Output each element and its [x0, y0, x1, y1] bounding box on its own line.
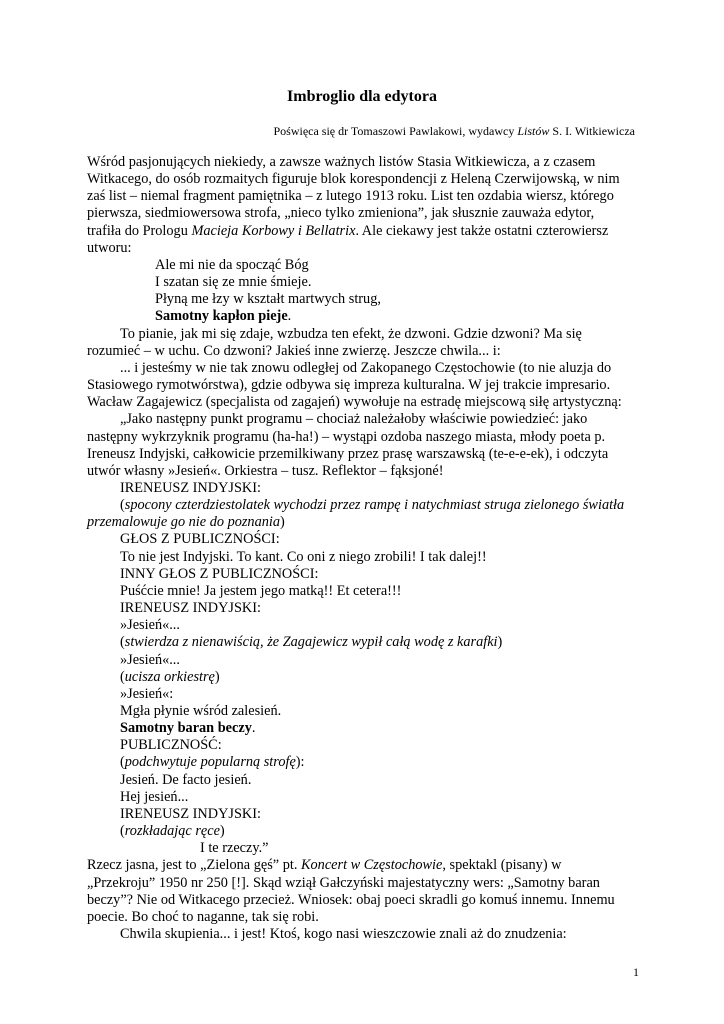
- italic-text: stwierdza z nienawiścią, że Zagajewicz wypił całą wodę z karafki: [124, 634, 498, 651]
- bold-verse: Samotny baran beczy: [120, 720, 252, 737]
- text-run: trafiła do Prologu: [87, 222, 192, 239]
- body-line: [87, 857, 647, 874]
- speaker-label: PUBLICZNOŚĆ:: [120, 737, 222, 754]
- italic-title: Macieja Korbowy i Bellatrix: [191, 222, 356, 239]
- italic-text: spocony czterdziestolatek wychodzi przez rampę i natychmiast struga zielonego światła: [124, 497, 625, 514]
- dedication-text: Poświęca się dr Tomaszowi Pawlakowi, wydawcy: [273, 124, 518, 138]
- speaker-label: GŁOS Z PUBLICZNOŚCI:: [120, 531, 280, 548]
- text-run: .: [251, 720, 256, 737]
- bold-verse: Samotny kapłon pieje: [155, 308, 288, 325]
- verse-line: Płyną me łzy w kształt martwych strug,: [155, 291, 381, 308]
- body-line: zaś list – niemal fragment pamiętnika – z lutego 1913 roku. List ten ozdabia wiersz, którego: [87, 188, 614, 205]
- body-line: Stasiowego rymotwórstwa), gdzie odbywa się impreza kulturalna. W jej trakcie impresario.: [87, 377, 611, 394]
- stage-direction: [87, 497, 647, 514]
- dialogue-line: Puśćcie mnie! Ja jestem jego matką!! Et cetera!!!: [120, 582, 402, 599]
- body-line: „Jako następny punkt programu – chociaż należałoby właściwie powiedzieć: jako: [120, 411, 588, 428]
- speaker-label: IRENEUSZ INDYJSKI:: [120, 479, 261, 496]
- stage-direction: [87, 669, 647, 686]
- italic-title: Koncert w Częstochowie: [300, 857, 443, 874]
- body-line: [87, 223, 647, 240]
- text-run: (: [120, 668, 125, 685]
- body-line: beczy”? Nie od Witkacego przecież. Wniosek: obaj poeci skradli go komuś innemu. Innemu: [87, 891, 615, 908]
- body-line: Chwila skupienia... i jest! Ktoś, kogo nasi wieszczowie znali aż do znudzenia:: [120, 926, 567, 943]
- document-body: [87, 154, 647, 943]
- italic-text: ucisza orkiestrę: [124, 668, 215, 685]
- text-run: ): [219, 823, 225, 840]
- body-line: ... i jesteśmy w nie tak znowu odległej od Zakopanego Częstochowie (to nie aluzja do: [120, 359, 612, 376]
- text-run: (: [120, 754, 125, 771]
- body-line: To pianie, jak mi się zdaje, wzbudza ten efekt, że dzwoni. Gdzie dzwoni? Ma się: [120, 325, 582, 342]
- stage-direction: [87, 823, 647, 840]
- text-run: ): [214, 668, 220, 685]
- body-line: Wśród pasjonujących niekiedy, a zawsze ważnych listów Stasia Witkiewicza, a z czasem: [87, 154, 596, 170]
- body-line: Wacław Zagajewicz (specjalista od zagajeń) wywołuje na estradę miejscową siłę artystyczną:: [87, 394, 622, 411]
- text-run: (: [120, 634, 125, 651]
- body-line: następny wykrzyknik programu (ha-ha!) – wystąpi ozdoba naszego miasta, młody poeta p.: [87, 428, 606, 445]
- body-line: Ireneusz Indyjski, całkowicie przemilkiwany przez prasę warszawską (te-e-e-ek), i odczyta: [87, 445, 609, 462]
- stage-direction: [87, 634, 647, 651]
- stage-direction: [87, 514, 647, 531]
- italic-text: przemalowuje go nie do poznania: [87, 514, 281, 531]
- italic-text: rozkładając ręce: [124, 823, 220, 840]
- text-run: ): [497, 634, 503, 651]
- text-run: , spektakl (pisany) w: [442, 857, 562, 874]
- dedication: [273, 124, 635, 139]
- dialogue-line: Jesień. De facto jesień.: [120, 771, 252, 788]
- speaker-label: INNY GŁOS Z PUBLICZNOŚCI:: [120, 565, 319, 582]
- dialogue-line: I te rzeczy.”: [200, 840, 269, 857]
- stage-direction: [87, 754, 647, 771]
- verse-line: I szatan się ze mnie śmieje.: [155, 274, 312, 291]
- dedication-text: S. I. Witkiewicza: [549, 124, 635, 138]
- dialogue-line: [87, 720, 647, 737]
- text-run: . Ale ciekawy jest także ostatni czterowiersz: [355, 222, 609, 239]
- text-run: Rzecz jasna, jest to „Zielona gęś” pt.: [87, 857, 301, 874]
- text-run: .: [287, 308, 292, 325]
- verse-line: Ale mi nie da spocząć Bóg: [155, 256, 309, 273]
- body-line: utwór własny »Jesień«. Orkiestra – tusz. Reflektor – fąksjoné!: [87, 462, 444, 479]
- text-run: ):: [295, 754, 305, 771]
- body-line: rozumieć – w uchu. Co dzwoni? Jakieś inne zwierzę. Jeszcze chwila... i:: [87, 342, 501, 359]
- body-line: Witkacego, do osób rozmaitych figuruje blok korespondencji z Heleną Czerwijowską, w nim: [87, 171, 620, 188]
- document-title: Imbroglio dla edytora: [287, 88, 437, 105]
- dialogue-line: »Jesień«...: [120, 651, 180, 668]
- body-line: pierwsza, siedmiowersowa strofa, „nieco tylko zmieniona”, jak słusznie zauważa edytor,: [87, 205, 595, 222]
- page-number: 1: [633, 965, 639, 979]
- text-run: ): [280, 514, 285, 531]
- text-run: (: [120, 823, 125, 840]
- dialogue-line: Hej jesień...: [120, 788, 189, 805]
- body-line: utworu:: [87, 239, 132, 256]
- body-line: „Przekroju” 1950 nr 250 [!]. Skąd wziął Gałczyński majestatyczny wers: „Samotny baran: [87, 874, 600, 891]
- dialogue-line: To nie jest Indyjski. To kant. Co oni z niego zrobili! I tak dalej!!: [120, 548, 487, 565]
- dedication-italic: Listów: [517, 124, 550, 138]
- speaker-label: IRENEUSZ INDYJSKI:: [120, 600, 261, 617]
- dialogue-line: Mgła płynie wśród zalesień.: [120, 703, 282, 719]
- verse-line: [87, 308, 647, 325]
- dialogue-line: »Jesień«...: [120, 617, 180, 634]
- body-line: poecie. Bo choć to naganne, tak się robi.: [87, 908, 319, 925]
- speaker-label: IRENEUSZ INDYJSKI:: [120, 805, 261, 822]
- italic-text: podchwytuje popularną strofę: [124, 754, 296, 771]
- text-run: (: [120, 497, 125, 514]
- dialogue-line: »Jesień«:: [120, 685, 174, 702]
